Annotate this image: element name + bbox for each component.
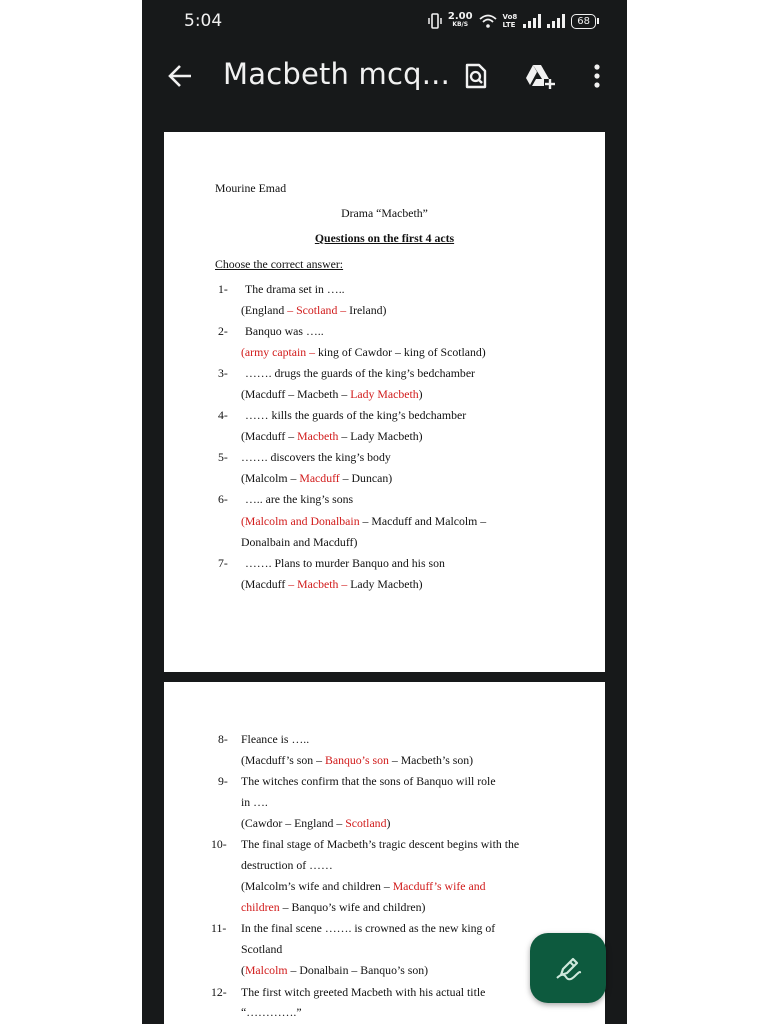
question-number: 9-: [218, 774, 228, 788]
question-text-cont: destruction of ……: [241, 858, 333, 872]
network-speed-unit: KB/S: [452, 21, 469, 28]
battery-icon: [571, 14, 599, 29]
questions-heading: Questions on the first 4 acts: [314, 231, 455, 245]
answer-options: (Macduff – Macbeth – Lady Macbeth): [241, 577, 423, 591]
answer-options: (army captain – king of Cawdor – king of Scotland): [241, 345, 486, 359]
answer-options: (Cawdor – England – Scotland): [241, 816, 391, 830]
answer-options: (Malcolm – Donalbain – Banquo’s son): [241, 963, 429, 977]
question-number: 4-: [218, 408, 228, 422]
document-page-1[interactable]: [164, 132, 605, 672]
app-toolbar: [142, 44, 627, 108]
edit-fab-button[interactable]: [530, 933, 606, 1003]
search-document-icon[interactable]: [462, 62, 490, 90]
question-number: 2-: [218, 324, 228, 338]
question-number: 6-: [218, 492, 228, 506]
question-text: Fleance is …..: [241, 732, 310, 746]
question-text-cont: in ….: [241, 795, 268, 809]
question-text: The final stage of Macbeth’s tragic descent begins with the: [241, 837, 520, 851]
question-number: 11-: [211, 921, 227, 935]
question-text: ……. discovers the king’s body: [241, 450, 391, 464]
status-indicators: [428, 9, 599, 33]
answer-options: (Macduff – Macbeth – Lady Macbeth): [241, 429, 423, 443]
question-number: 3-: [218, 366, 228, 380]
status-bar: [142, 0, 627, 44]
question-text: The witches confirm that the sons of Banquo will role: [241, 774, 496, 788]
question-text: In the final scene ……. is crowned as the new king of: [241, 921, 496, 935]
signal-icon: [523, 14, 541, 28]
question-number: 10-: [211, 837, 227, 851]
network-speed-value: 2.00: [447, 11, 473, 22]
volte-bottom: LTE: [502, 21, 516, 29]
question-text: ……. drugs the guards of the king’s bedchamber: [245, 366, 475, 380]
edit-icon: [553, 953, 583, 983]
answer-options: (Malcolm and Donalbain – Macduff and Malcolm –: [241, 514, 487, 528]
question-number: 8-: [218, 732, 228, 746]
question-text: The first witch greeted Macbeth with his actual title: [241, 985, 486, 999]
question-text: The drama set in …..: [245, 282, 345, 296]
more-vert-icon[interactable]: [583, 62, 611, 90]
wifi-icon: [479, 14, 497, 28]
vibrate-icon: [428, 13, 442, 29]
question-number: 7-: [218, 556, 228, 570]
answer-options-cont: Donalbain and Macduff): [241, 535, 358, 549]
battery-level: 68: [571, 14, 596, 29]
answer-options: (Macduff’s son – Banquo’s son – Macbeth’s son): [241, 753, 474, 767]
answer-options: (Macduff – Macbeth – Lady Macbeth): [241, 387, 423, 401]
question-text: ……. Plans to murder Banquo and his son: [245, 556, 445, 570]
question-text-cont: Scotland: [241, 942, 283, 956]
question-number: 1-: [218, 282, 228, 296]
phone-screen: [142, 0, 627, 1024]
answer-options-cont: children – Banquo’s wife and children): [241, 900, 426, 914]
add-to-drive-icon[interactable]: [524, 62, 556, 90]
signal-icon-2: [547, 14, 565, 28]
question-text: ….. are the king’s sons: [245, 492, 354, 506]
answer-options: (Malcolm – Macduff – Duncan): [241, 471, 393, 485]
instruction: Choose the correct answer:: [215, 257, 344, 271]
question-text: …… kills the guards of the king’s bedchamber: [245, 408, 467, 422]
document-title: Macbeth mcq...: [223, 57, 451, 91]
answer-options: (England – Scotland – Ireland): [241, 303, 387, 317]
network-speed: [448, 13, 473, 29]
status-time: 5:04: [184, 11, 223, 31]
answer-options: (Malcolm’s wife and children – Macduff’s wife and: [241, 879, 486, 893]
author-name: Mourine Emad: [215, 181, 287, 195]
back-arrow-icon[interactable]: [167, 62, 195, 90]
question-number: 5-: [218, 450, 228, 464]
question-text-cont: “………….”: [241, 1005, 302, 1019]
question-number: 12-: [211, 985, 227, 999]
volte-top: Vo8: [502, 13, 518, 21]
question-text: Banquo was …..: [245, 324, 324, 338]
drama-title: Drama “Macbeth”: [341, 206, 428, 220]
volte-indicator: [503, 13, 518, 29]
